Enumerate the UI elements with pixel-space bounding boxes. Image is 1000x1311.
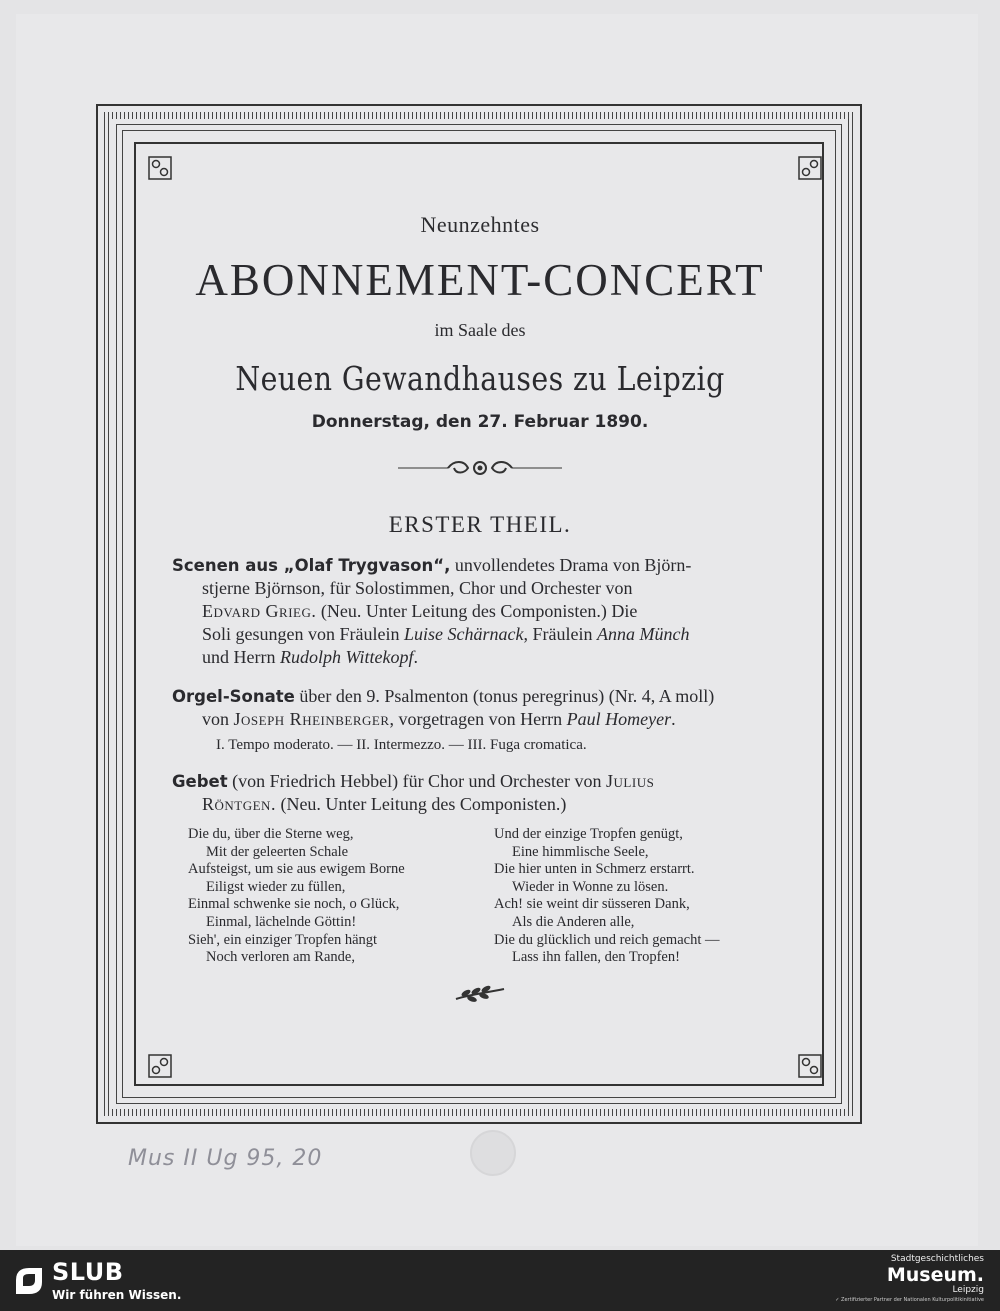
programme-item-1: Scenen aus „Olaf Trygvason“, unvollendetes Drama von Björn- stjerne Björnson, für Solostimmen, Chor und Orchester von Edvard Grieg. (Neu. Unter Leitung des Componisten.) Die Soli gesungen von Fräulein Luise Schärnack, Fräulein Anna Münch und Herrn Rudolph Wittekopf. xyxy=(172,555,692,667)
poem-line: Eine himmlische Seele, xyxy=(512,843,649,860)
corner-ornament-icon xyxy=(148,1054,172,1078)
divider-ornament-icon xyxy=(398,458,562,478)
poem-line: Ach! sie weint dir süsseren Dank, xyxy=(494,896,690,913)
poem-line: Einmal, lächelnde Göttin! xyxy=(206,913,357,930)
item2-performer: Paul Homeyer xyxy=(566,709,672,729)
programme-content xyxy=(160,200,800,1003)
poem-line: Als die Anderen alle, xyxy=(512,913,635,930)
singer-3: Rudolph Wittekopf xyxy=(279,647,414,667)
item3-title: Gebet xyxy=(172,772,228,791)
singer-1: Luise Schärnack xyxy=(403,624,524,644)
programme-item-2: Orgel-Sonate über den 9. Psalmenton (tonus peregrinus) (Nr. 4, A moll) von Joseph Rheinberger, vorgetragen von Herrn Paul Homeyer. xyxy=(172,686,715,729)
poem-text xyxy=(160,826,800,967)
museum-city: Leipzig xyxy=(952,1285,984,1295)
poem-column-right xyxy=(494,826,800,967)
museum-logo[interactable]: Museum. xyxy=(886,1264,984,1286)
concert-ordinal: Neunzehntes xyxy=(420,212,540,237)
concert-date: Donnerstag, den 27. Februar 1890. xyxy=(311,412,649,432)
item2-movements: I. Tempo moderato. — II. Intermezzo. — III. Fuga cromatica. xyxy=(216,737,587,753)
poem-line: Die du, über die Sterne weg, xyxy=(188,826,354,842)
singer-2: Anna Münch xyxy=(596,624,690,644)
item2-title: Orgel-Sonate xyxy=(172,687,295,706)
poem-line: Aufsteigst, um sie aus ewigem Borne xyxy=(188,861,405,878)
hall-name: Neuen Gewandhauses zu Leipzig xyxy=(235,359,725,398)
corner-ornament-icon xyxy=(798,1054,822,1078)
poem-line: Eiligst wieder zu füllen, xyxy=(206,878,346,895)
item2-composer: Joseph Rheinberger xyxy=(233,709,390,729)
hall-prefix: im Saale des xyxy=(434,320,526,340)
sprig-ornament-icon xyxy=(454,983,506,1003)
poem-line: Lass ihn fallen, den Tropfen! xyxy=(512,949,680,966)
poem-line: Mit der geleerten Schale xyxy=(206,843,349,860)
museum-label-top: Stadtgeschichtliches xyxy=(890,1254,984,1264)
poem-line: Einmal schwenke sie noch, o Glück, xyxy=(188,896,400,913)
poem-line: Sieh', ein einziger Tropfen hängt xyxy=(188,931,378,948)
slub-tagline: Wir führen Wissen. xyxy=(52,1288,182,1302)
poem-line: Die hier unten in Schmerz erstarrt. xyxy=(494,861,695,878)
shelfmark-handwriting: Mus II Ug 95, 20 xyxy=(128,1146,323,1171)
library-stamp xyxy=(470,1130,516,1176)
poem-line: Wieder in Wonne zu lösen. xyxy=(512,878,669,895)
part-heading: ERSTER THEIL. xyxy=(388,512,572,537)
slub-wordmark[interactable]: SLUB xyxy=(52,1258,124,1286)
corner-ornament-icon xyxy=(798,156,822,180)
viewer-footer xyxy=(0,1250,1000,1311)
item3-composer: Röntgen. xyxy=(202,794,276,814)
item1-composer: Edvard Grieg. xyxy=(202,601,317,621)
concert-title: ABONNEMENT-CONCERT xyxy=(195,255,765,305)
item1-title: Scenen aus „Olaf Trygvason“, xyxy=(172,556,451,575)
poem-line: Und der einzige Tropfen genügt, xyxy=(494,826,683,842)
poem-line: Die du glücklich und reich gemacht — xyxy=(494,931,720,948)
programme-item-3: Gebet (von Friedrich Hebbel) für Chor und Orchester von Julius Röntgen. (Neu. Unter Leitung des Componisten.) xyxy=(172,771,655,814)
corner-ornament-icon xyxy=(148,156,172,180)
slub-logo-icon[interactable] xyxy=(12,1264,46,1298)
museum-certification: ✓ Zertifizierter Partner der Nationalen Kulturpolitikinitiative xyxy=(835,1297,984,1303)
poem-column-left xyxy=(188,826,494,967)
poem-line: Noch verloren am Rande, xyxy=(206,949,355,966)
